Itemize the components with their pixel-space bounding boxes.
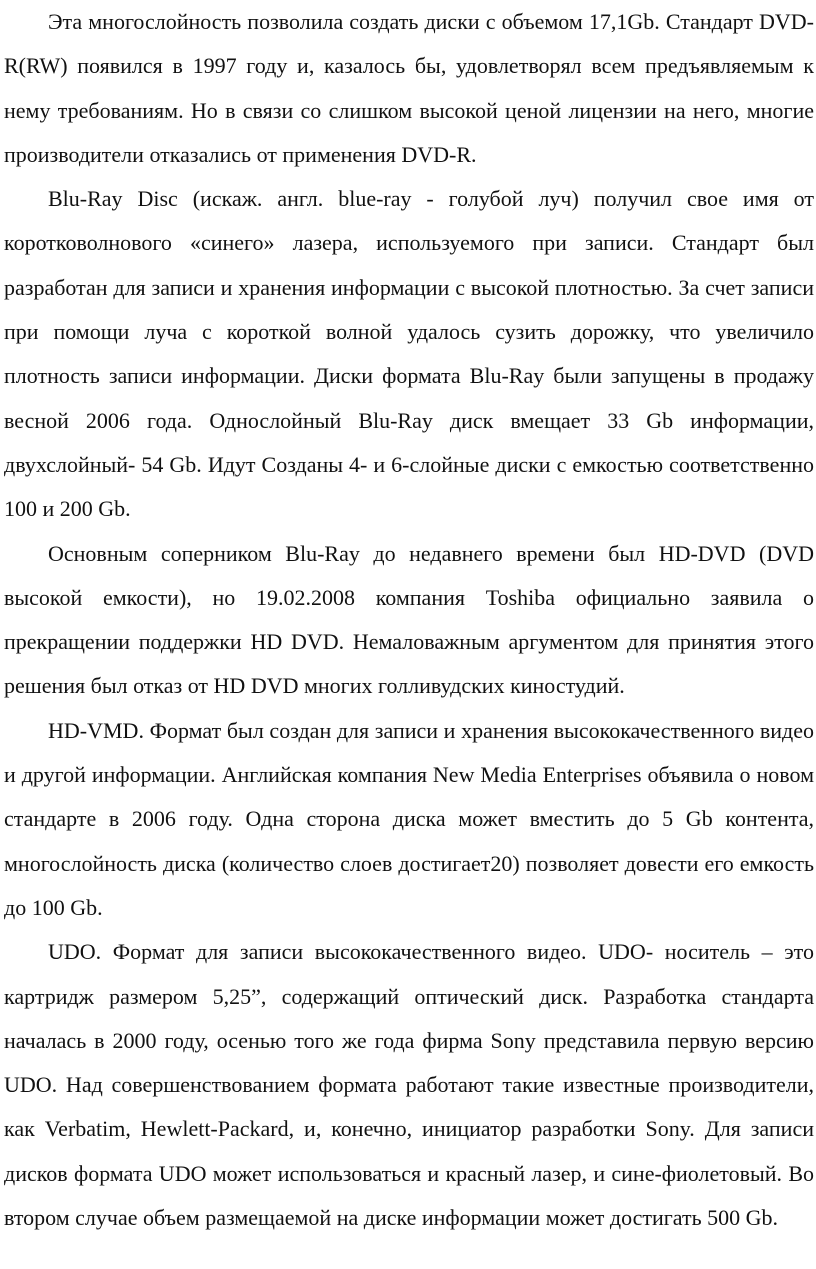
paragraph-blu-ray: Blu-Ray Disc (искаж. англ. blue-ray - голубой луч) получил свое имя от коротковолнового «синего» лазера, используемого при записи. Стандарт был разработан для записи и хранения информации с высокой плотностью. За счет записи при помощи луча с короткой волной удалось сузить дорожку, что увеличило плотность записи информации. Диски формата Blu-Ray были запущены в продажу весной 2006 года. Однослойный Blu-Ray диск вмещает 33 Gb информации, двухслойный- 54 Gb. Идут Созданы 4- и 6-слойные диски с емкостью соответственно 100 и 200 Gb. [4, 186, 814, 522]
paragraph-dvd-r: Эта многослойность позволила создать диски с объемом 17,1Gb. Стандарт DVD-R(RW) появился в 1997 году и, казалось бы, удовлетворял всем предъявляемым к нему требованиям. Но в связи со слишком высокой ценой лицензии на него, многие производители отказались от применения DVD-R. [4, 9, 814, 167]
paragraph-udo: UDO. Формат для записи высококачественного видео. UDO- носитель – это картридж размером 5,25”, содержащий оптический диск. Разработка стандарта началась в 2000 году, осенью того же года фирма Sony представила первую версию UDO. Над совершенствованием формата работают такие известные производители, как Verbatim, Hewlett-Packard, и, конечно, инициатор разработки Sony. Для записи дисков формата UDO может использоваться и красный лазер, и сине-фиолетовый. Во втором случае объем размещаемой на диске информации может достигать 500 Gb. [4, 939, 814, 1231]
paragraph-hd-vmd: HD-VMD. Формат был создан для записи и хранения высококачественного видео и другой информации. Английская компания New Media Enterprises объявила о новом стандарте в 2006 году. Одна сторона диска может вместить до 5 Gb контента, многослойность диска (количество слоев достигает20) позволяет довести его емкость до 100 Gb. [4, 717, 814, 920]
paragraph-hd-dvd: Основным соперником Blu-Ray до недавнего времени был HD-DVD (DVD высокой емкости), но 19.02.2008 компания Toshiba официально заявила о прекращении поддержки HD DVD. Немаловажным аргументом для принятия этого решения был отказ от HD DVD многих голливудских киностудий. [4, 540, 814, 699]
